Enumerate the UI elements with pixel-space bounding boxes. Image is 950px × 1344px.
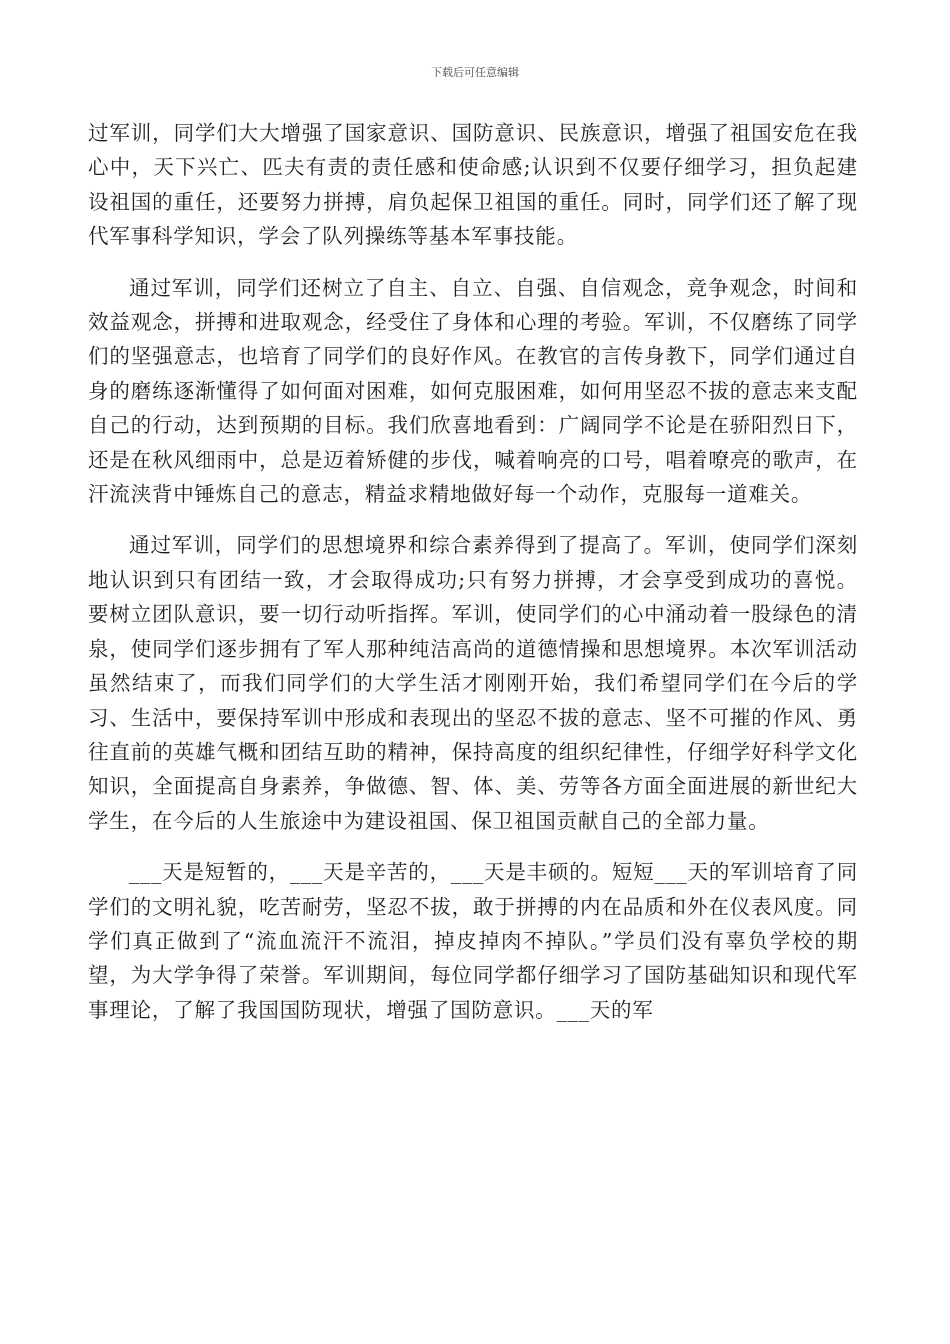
paragraph-2: 通过军训，同学们还树立了自主、自立、自强、自信观念，竞争观念，时间和效益观念，拼搏和进取观念，经受住了身体和心理的考验。军训，不仅磨练了同学们的坚强意志，也培育了同学们的良好作风。在教官的言传身教下，同学们通过自身的磨练逐渐懂得了如何面对困难，如何克服困难，如何用坚忍不拔的意志来支配自己的行动，达到预期的目标。我们欣喜地看到：广阔同学不论是在骄阳烈日下，还是在秋风细雨中，总是迈着矫健的步伐，喊着响亮的口号，唱着嘹亮的歌声，在汗流浃背中锤炼自己的意志，精益求精地做好每一个动作，克服每一道难关。 — [88, 275, 858, 507]
document-body — [88, 116, 858, 1044]
paragraph-4: ___天是短暂的，___天是辛苦的，___天是丰硕的。短短___天的军训培育了同学们的文明礼貌，吃苦耐劳，坚忍不拔，敢于拼搏的内在品质和外在仪表风度。同学们真正做到了“流血流汗不流泪，掉皮掉肉不掉队。”学员们没有辜负学校的期望，为大学争得了荣誉。军训期间，每位同学都仔细学习了国防基础知识和现代军事理论，了解了我国国防现状，增强了国防意识。___天的军 — [88, 860, 858, 1022]
paragraph-3: 通过军训，同学们的思想境界和综合素养得到了提高了。军训，使同学们深刻地认识到只有团结一致，才会取得成功;只有努力拼搏，才会享受到成功的喜悦。要树立团队意识，要一切行动听指挥。军训，使同学们的心中涌动着一股绿色的清泉，使同学们逐步拥有了军人那种纯洁高尚的道德情操和思想境界。本次军训活动虽然结束了，而我们同学们的大学生活才刚刚开始，我们希望同学们在今后的学习、生活中，要保持军训中形成和表现出的坚忍不拔的意志、坚不可摧的作风、勇往直前的英雄气概和团结互助的精神，保持高度的组织纪律性，仔细学好科学文化知识，全面提高自身素养，争做德、智、体、美、劳等各方面全面进展的新世纪大学生，在今后的人生旅途中为建设祖国、保卫祖国贡献自己的全部力量。 — [88, 533, 858, 833]
page-header: 下载后可任意编辑 — [431, 66, 519, 79]
paragraph-1: 过军训，同学们大大增强了国家意识、国防意识、民族意识，增强了祖国安危在我心中，天下兴亡、匹夫有责的责任感和使命感;认识到不仅要仔细学习，担负起建设祖国的重任，还要努力拼搏，肩负起保卫祖国的重任。同时，同学们还了解了现代军事科学知识，学会了队列操练等基本军事技能。 — [88, 121, 858, 249]
